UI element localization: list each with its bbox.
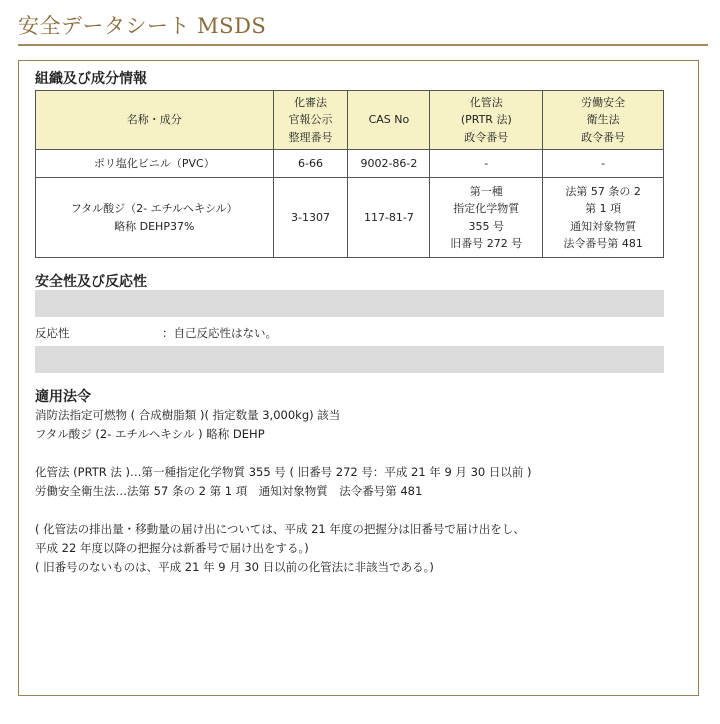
blank-line xyxy=(35,444,532,463)
regulation-line: フタル酸ジ (2- エチルヘキシル ) 略称 DEHP xyxy=(35,427,265,441)
regulation-line: 労働安全衛生法…法第 57 条の 2 第 1 項 通知対象物質 法令番号第 481 xyxy=(35,484,423,498)
table-header-row xyxy=(36,91,664,150)
regulations-text xyxy=(35,406,532,577)
gray-band-top xyxy=(35,290,664,317)
regulation-line: ( 化管法の排出量・移動量の届け出については、平成 21 年度の把握分は旧番号で届け出をし、 xyxy=(35,522,525,536)
cell-cas: 9002-86-2 xyxy=(348,150,430,178)
cell-name: ポリ塩化ビニル（PVC） xyxy=(36,150,274,178)
col-header-cas: CAS No xyxy=(348,91,430,150)
cell-cas: 117-81-7 xyxy=(348,178,430,258)
cell-labor: - xyxy=(543,150,664,178)
regulation-line: 平成 22 年度以降の把握分は新番号で届け出をする。) xyxy=(35,541,309,555)
reactivity-label: 反応性 xyxy=(35,326,70,340)
regulation-line: ( 旧番号のないものは、平成 21 年 9 月 30 日以前の化管法に非該当である。) xyxy=(35,560,434,574)
regulations-heading: 適用法令 xyxy=(35,389,91,405)
col-header-name: 名称・成分 xyxy=(36,91,274,150)
safety-heading: 安全性及び反応性 xyxy=(35,274,147,290)
gray-band-bottom xyxy=(35,346,664,373)
cell-prtr: - xyxy=(430,150,543,178)
composition-heading: 組織及び成分情報 xyxy=(35,71,147,87)
col-header-kashinho: 化審法 官報公示 整理番号 xyxy=(273,91,348,150)
col-header-labor: 労働安全 衛生法 政令番号 xyxy=(543,91,664,150)
regulation-line: 化管法 (PRTR 法 )…第一種指定化学物質 355 号 ( 旧番号 272 号：平成 21 年 9 月 30 日以前 ) xyxy=(35,465,532,479)
cell-labor: 法第 57 条の 2 第 1 項 通知対象物質 法令番号第 481 xyxy=(543,178,664,258)
title-divider xyxy=(18,44,708,46)
cell-kashinho: 3-1307 xyxy=(273,178,348,258)
page-title: 安全データシート MSDS xyxy=(18,14,267,38)
cell-prtr: 第一種 指定化学物質 355 号 旧番号 272 号 xyxy=(430,178,543,258)
col-header-prtr: 化管法 (PRTR 法) 政令番号 xyxy=(430,91,543,150)
table-row xyxy=(36,178,664,258)
regulation-line: 消防法指定可燃物 ( 合成樹脂類 )( 指定数量 3,000kg) 該当 xyxy=(35,408,341,422)
cell-kashinho: 6-66 xyxy=(273,150,348,178)
table-row xyxy=(36,150,664,178)
reactivity-value: ：自己反応性はない。 xyxy=(162,326,277,340)
blank-line xyxy=(35,501,532,520)
cell-name: フタル酸ジ（2- エチルヘキシル） 略称 DEHP37% xyxy=(36,178,274,258)
composition-table xyxy=(35,90,664,258)
